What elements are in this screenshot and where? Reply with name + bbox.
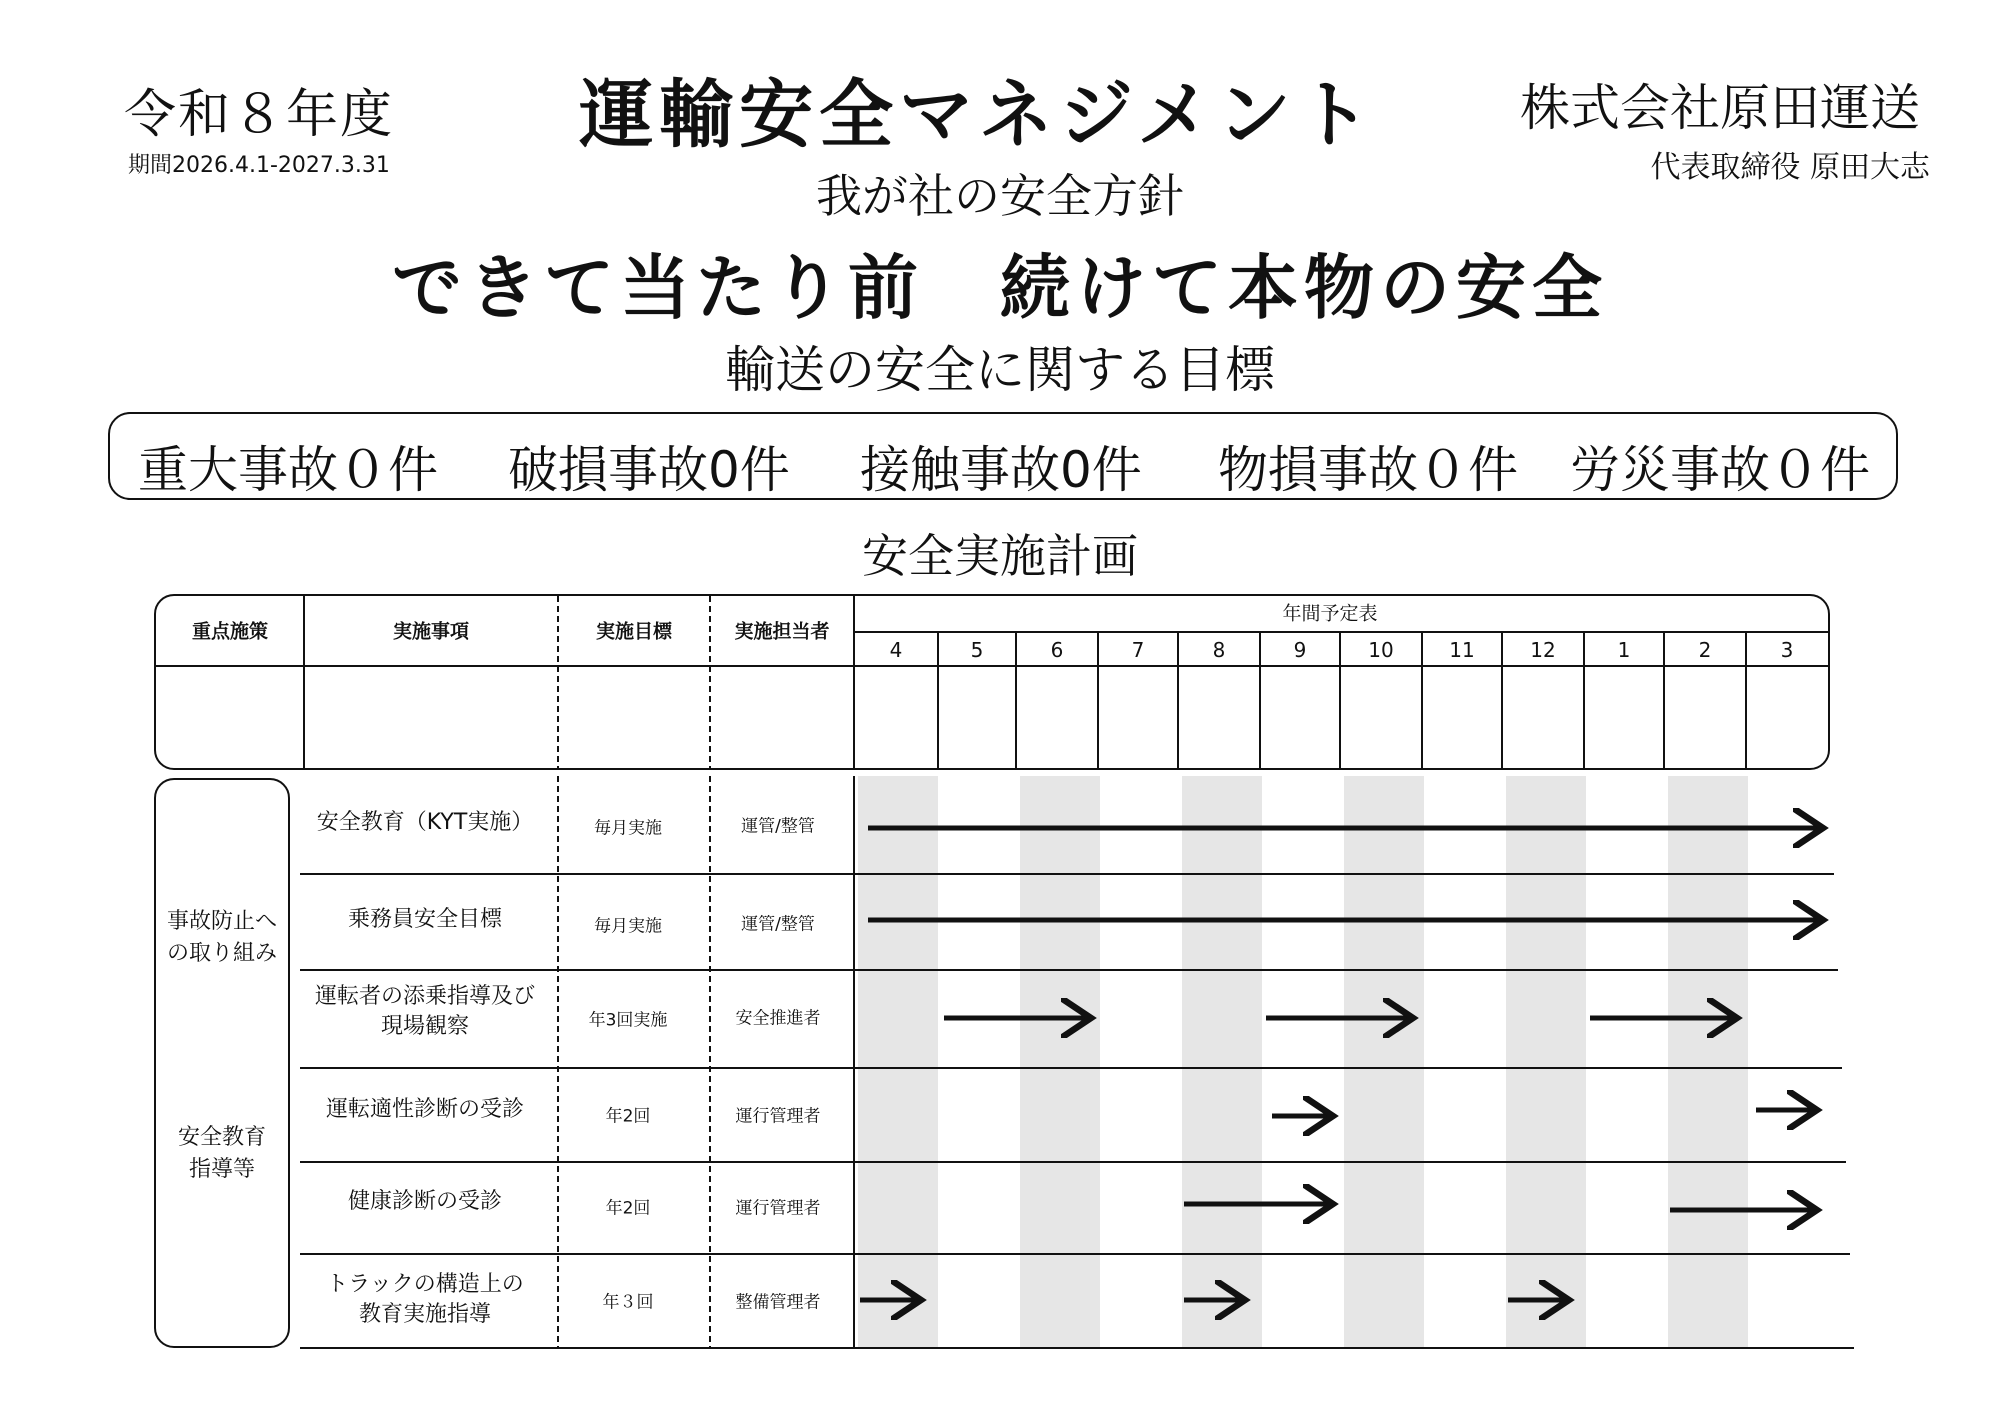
policy-slogan: できて当たり前 続けて本物の安全 (392, 246, 1608, 329)
row-target: 年2回 (605, 1106, 651, 1127)
month-4: 4 (889, 638, 903, 662)
row-item: 安全教育（KYT実施） (316, 810, 534, 835)
month-12: 12 (1530, 638, 1556, 662)
row-target: 年2回 (605, 1198, 651, 1219)
month-8: 8 (1212, 638, 1226, 662)
row-target: 年3回実施 (588, 1010, 668, 1031)
month-6: 6 (1050, 638, 1064, 662)
period: 期間2026.4.1-2027.3.31 (128, 153, 390, 178)
row-item: 健康診断の受診 (347, 1189, 503, 1214)
col-target: 実施目標 (595, 620, 673, 643)
row-item: 運転適性診断の受診 (325, 1097, 525, 1122)
goal-item: 重大事故０件 (138, 441, 438, 499)
month-stripes (858, 776, 1748, 1348)
row-item: トラックの構造上の 教育実施指導 (326, 1272, 524, 1327)
col-schedule: 年間予定表 (1282, 602, 1378, 625)
fiscal-year: 令和８年度 (124, 85, 395, 145)
row-owner: 整備管理者 (735, 1292, 821, 1313)
representative: 代表取締役 原田大志 (1650, 150, 1930, 185)
month-11: 11 (1449, 638, 1475, 662)
goals-heading: 輸送の安全に関する目標 (725, 341, 1275, 399)
goal-item: 接触事故0件 (860, 441, 1142, 499)
row-owner: 運行管理者 (735, 1198, 821, 1219)
row-item: 乗務員安全目標 (347, 907, 503, 932)
row-owner: 運管/整管 (741, 914, 815, 935)
goal-item: 破損事故0件 (508, 441, 790, 499)
row-target: 毎月実施 (594, 818, 662, 839)
month-1: 1 (1617, 638, 1631, 662)
col-owner: 実施担当者 (734, 620, 830, 643)
goal-item: 物損事故０件 (1218, 441, 1518, 499)
month-3: 3 (1780, 638, 1794, 662)
goal-item: 労災事故０件 (1570, 441, 1870, 499)
row-item: 運転者の添乗指導及び 現場観察 (314, 984, 536, 1039)
policy-heading: 我が社の安全方針 (816, 169, 1184, 223)
month-9: 9 (1293, 638, 1307, 662)
month-2: 2 (1698, 638, 1712, 662)
row-owner: 運管/整管 (741, 816, 815, 837)
category-safety-education: 安全教育指導等 (178, 1125, 267, 1182)
col-focus: 重点施策 (191, 620, 269, 643)
category-box (154, 778, 290, 1348)
col-item: 実施事項 (392, 620, 470, 643)
page-title: 運輸安全マネジメント (579, 72, 1377, 158)
month-10: 10 (1368, 638, 1394, 662)
month-7: 7 (1131, 638, 1145, 662)
company-name: 株式会社原田運送 (1520, 79, 1920, 137)
plan-heading: 安全実施計画 (862, 529, 1138, 583)
row-target: 年３回 (602, 1292, 654, 1313)
row-owner: 運行管理者 (735, 1106, 821, 1127)
row-target: 毎月実施 (594, 916, 662, 937)
category-accident-prevention: 事故防止への取り組み (166, 909, 277, 966)
row-owner: 安全推進者 (735, 1008, 821, 1029)
month-5: 5 (970, 638, 984, 662)
